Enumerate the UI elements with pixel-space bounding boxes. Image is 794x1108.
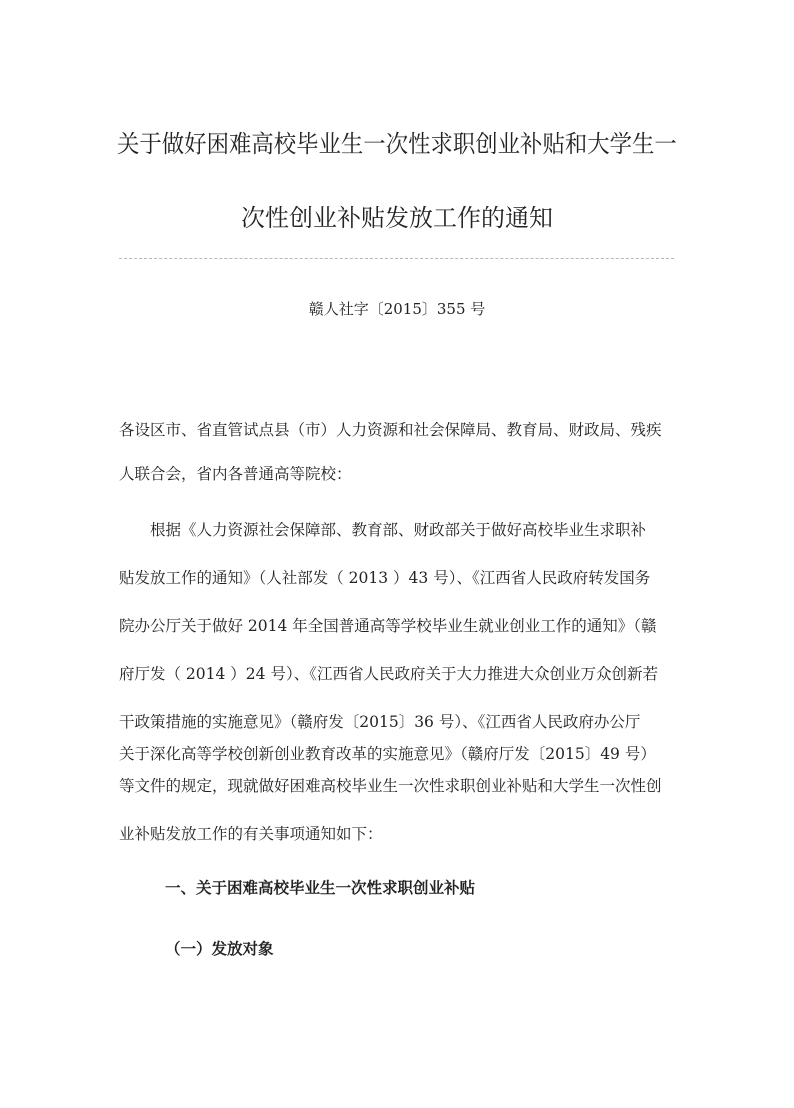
title-divider: [119, 258, 674, 259]
body-line: 业补贴发放工作的有关事项通知如下：: [119, 825, 383, 843]
recipients-line-2: 人联合会，省内各普通高等院校：: [119, 465, 352, 483]
body-line: 府厅发（ 2014 ）24 号）、《江西省人民政府关于大力推进大众创业万众创新若: [119, 665, 658, 683]
body-line: 关于深化高等学校创新创业教育改革的实施意见》（赣府厅发〔2015〕49 号）: [119, 745, 656, 763]
body-line: 院办公厅关于做好 2014 年全国普通高等学校毕业生就业创业工作的通知》（赣: [119, 617, 657, 635]
body-line: 根据《人力资源社会保障部、教育部、财政部关于做好高校毕业生求职补: [150, 521, 647, 539]
document-number: 赣人社字〔2015〕355 号: [308, 300, 486, 318]
body-line: 干政策措施的实施意见》（赣府发〔2015〕36 号）、《江西省人民政府办公厅: [119, 713, 641, 731]
section-heading-2: （一）发放对象: [165, 940, 274, 958]
body-line: 等文件的规定，现就做好困难高校毕业生一次性求职创业补贴和大学生一次性创: [119, 777, 662, 795]
recipients-line-1: 各设区市、省直管试点县（市）人力资源和社会保障局、教育局、财政局、残疾: [119, 421, 662, 439]
section-heading-1: 一、关于困难高校毕业生一次性求职创业补贴: [165, 879, 476, 897]
body-line: 贴发放工作的通知》（人社部发（ 2013 ）43 号）、《江西省人民政府转发国务: [119, 569, 651, 587]
document-title-line-1: 关于做好困难高校毕业生一次性求职创业补贴和大学生一: [117, 130, 677, 158]
document-title-line-2: 次性创业补贴发放工作的通知: [241, 204, 553, 232]
